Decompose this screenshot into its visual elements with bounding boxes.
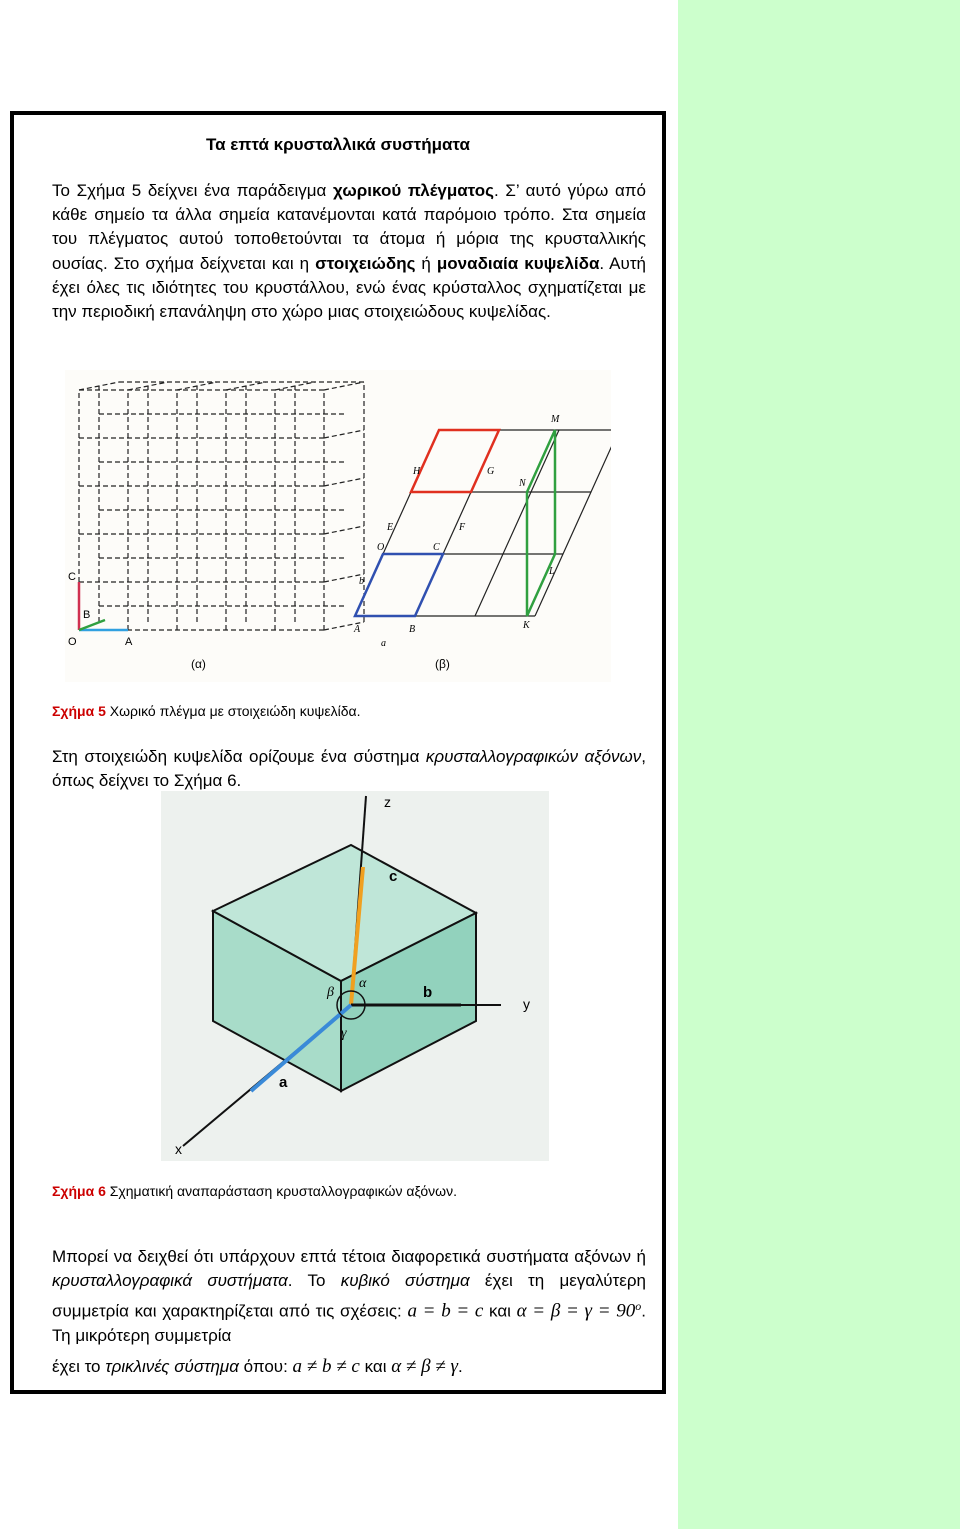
para3-italic-cubic: κυβικό σύστημα: [340, 1271, 470, 1291]
figure-5-svg: [65, 370, 611, 682]
figure-6-caption-text: Σχηματική αναπαράσταση κρυσταλλογραφικών αξόνων.: [105, 1183, 457, 1199]
paragraph-lattice: [52, 179, 646, 324]
para1-bold-unit-cell: μοναδιαία κυψελίδα: [436, 253, 600, 273]
paragraph-triclinic: [52, 1355, 646, 1379]
para3-text-3: έχει τη μεγαλύτερη συμμετρία και χαρακτηρίζεται από τις σχέσεις:: [52, 1271, 646, 1321]
figure-6-caption: [52, 1183, 457, 1199]
label-M-b: M: [551, 414, 560, 425]
figure-5-caption: [52, 703, 361, 719]
label-vec-c: c: [389, 868, 398, 885]
equation-triclinic-angles: α ≠ β ≠ γ: [391, 1356, 458, 1377]
para3-text-4: . Τη μικρότερη συμμετρία: [52, 1301, 646, 1345]
panel-a-label: (α): [191, 657, 206, 671]
label-b-b: b: [359, 576, 364, 587]
label-B-b: B: [409, 624, 416, 635]
label-N-b: N: [519, 478, 526, 489]
label-O-a: O: [68, 636, 77, 648]
label-C-a: C: [68, 571, 76, 583]
paragraph-axes: [52, 745, 646, 793]
figure-6-caption-label: Σχήμα 6: [52, 1183, 106, 1199]
para3-end: .: [457, 1357, 463, 1376]
para1-text-1: Το Σχήμα 5 δείχνει ένα παράδειγμα: [52, 181, 333, 200]
label-angle-alpha: α: [359, 976, 367, 991]
para2-italic-axes: κρυσταλλογραφικών αξόνων: [425, 747, 642, 766]
side-green-band: [678, 0, 960, 1529]
axis-x-label: x: [175, 1141, 182, 1157]
label-G-b: G: [487, 466, 495, 477]
label-F-b: F: [459, 522, 466, 533]
label-O-b: O: [377, 542, 385, 553]
equation-cubic-angles: α = β = γ = 90: [516, 1300, 636, 1322]
axis-y-label: y: [523, 996, 530, 1012]
para3-text-2: . Το: [287, 1271, 341, 1291]
equation-triclinic-lengths: a ≠ b ≠ c: [292, 1356, 360, 1377]
label-A-b: A: [354, 624, 361, 635]
para1-bold-elementary: στοιχειώδης: [315, 253, 416, 273]
para3-and-1: και: [483, 1301, 517, 1321]
figure-5-caption-label: Σχήμα 5: [52, 703, 106, 719]
para1-text-2: . Σ’ αυτό γύρω από κάθε σημείο τα άλλα σημεία κατανέμονται κατά παρόμοιο τρόπο. Στα σημεία του πλέγματος αυτού τοποθετούνται τα άτομα ή μόρια της κρυσταλλικής ουσίας. Στο σχήμα δείχνεται και η: [52, 181, 646, 273]
para3-and-2: και: [359, 1357, 392, 1376]
label-A-a: A: [125, 636, 133, 648]
label-K-b: K: [523, 620, 530, 631]
para3-italic-crystal-systems: κρυσταλλογραφικά συστήματα: [52, 1271, 288, 1291]
para1-text-3: ή: [415, 253, 437, 273]
label-a-b: a: [381, 638, 386, 649]
equation-cubic-lengths: a = b = c: [407, 1300, 484, 1322]
figure-6-svg: [161, 791, 549, 1161]
para1-text-4: . Αυτή έχει όλες τις ιδιότητες του κρυστάλλου, ενώ ένας κρύσταλλος σχηματίζεται με την περιοδική επανάληψη στο χώρο μιας στοιχειώδους κυψελίδας.: [52, 253, 646, 322]
para1-bold-lattice: χωρικού πλέγματος: [333, 181, 495, 200]
figure-6-axes: [161, 791, 549, 1161]
label-vec-b: b: [423, 984, 433, 1001]
label-angle-gamma: γ: [341, 1026, 347, 1041]
paragraph-crystal-systems: [52, 1245, 646, 1348]
degree-symbol: o: [635, 1298, 642, 1313]
page-title: Τα επτά κρυσταλλικά συστήματα: [205, 135, 470, 154]
label-H-b: H: [413, 466, 421, 477]
para3-italic-triclinic: τρικλινές σύστημα: [105, 1357, 239, 1376]
figure-5-lattice: [65, 370, 611, 682]
para3-text-5: έχει το: [52, 1357, 106, 1376]
label-E-b: E: [387, 522, 394, 533]
label-angle-beta: β: [327, 985, 334, 1000]
figure-5-caption-text: Χωρικό πλέγμα με στοιχειώδη κυψελίδα.: [105, 703, 361, 719]
page-frame: [10, 111, 666, 1394]
label-C-b: C: [433, 542, 440, 553]
label-B-a: B: [83, 609, 91, 621]
panel-b-label: (β): [435, 657, 450, 671]
axis-z-label: z: [384, 794, 391, 810]
para3-text-1: Μπορεί να δειχθεί ότι υπάρχουν επτά τέτοια διαφορετικά συστήματα αξόνων ή: [52, 1247, 646, 1266]
para2-text-1: Στη στοιχειώδη κυψελίδα ορίζουμε ένα σύστημα: [52, 747, 426, 766]
label-vec-a: a: [279, 1074, 288, 1091]
para3-text-6: όπου:: [238, 1357, 293, 1376]
para2-text-2: , όπως δείχνει το Σχήμα 6.: [52, 747, 646, 791]
label-L-b: L: [549, 566, 555, 577]
